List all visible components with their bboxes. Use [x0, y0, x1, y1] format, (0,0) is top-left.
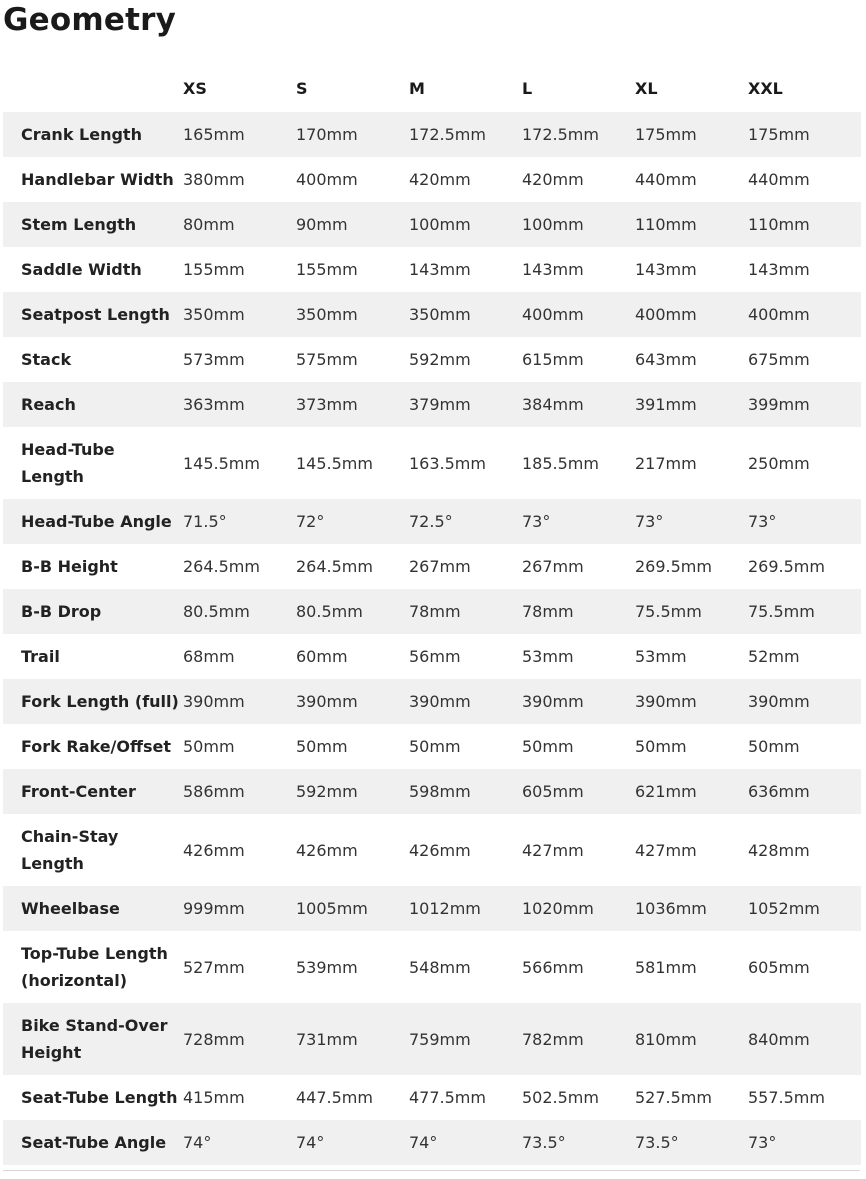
value-cell: 420mm — [522, 170, 584, 189]
value-cell: 390mm — [183, 692, 245, 711]
value-cell: 420mm — [409, 170, 471, 189]
row-label: Head-Tube Angle — [21, 512, 172, 531]
table-row — [3, 931, 861, 1003]
value-cell: 68mm — [183, 647, 235, 666]
table-row — [3, 589, 861, 634]
value-cell: 1005mm — [296, 899, 368, 918]
table-row — [3, 634, 861, 679]
value-cell: 390mm — [409, 692, 471, 711]
value-cell: 502.5mm — [522, 1088, 599, 1107]
value-cell: 250mm — [748, 453, 810, 473]
value-cell: 53mm — [635, 647, 687, 666]
value-cell: 100mm — [522, 215, 584, 234]
value-cell: 782mm — [522, 1029, 584, 1049]
header-empty-cell — [3, 64, 183, 112]
value-cell: 390mm — [635, 692, 697, 711]
table-row — [3, 1120, 861, 1165]
row-label: Head-Tube Length — [21, 440, 115, 486]
value-cell: 73° — [635, 512, 664, 531]
row-label: Saddle Width — [21, 260, 142, 279]
table-row — [3, 724, 861, 769]
table-row — [3, 679, 861, 724]
value-cell: 363mm — [183, 395, 245, 414]
row-label: Handlebar Width — [21, 170, 174, 189]
value-cell: 73.5° — [635, 1133, 679, 1152]
value-cell: 728mm — [183, 1029, 245, 1049]
value-cell: 145.5mm — [296, 453, 373, 473]
row-label: B-B Drop — [21, 602, 102, 621]
row-label: Wheelbase — [21, 899, 120, 918]
value-cell: 426mm — [296, 840, 358, 860]
value-cell: 170mm — [296, 125, 358, 144]
row-label: Stack — [21, 350, 72, 369]
value-cell: 74° — [296, 1133, 325, 1152]
value-cell: 172.5mm — [522, 125, 599, 144]
value-cell: 78mm — [522, 602, 574, 621]
table-row — [3, 112, 861, 157]
value-cell: 390mm — [296, 692, 358, 711]
value-cell: 615mm — [522, 350, 584, 369]
value-cell: 759mm — [409, 1029, 471, 1049]
value-cell: 390mm — [522, 692, 584, 711]
value-cell: 175mm — [748, 125, 810, 144]
value-cell: 143mm — [522, 260, 584, 279]
value-cell: 80mm — [183, 215, 235, 234]
table-row — [3, 886, 861, 931]
value-cell: 400mm — [635, 305, 697, 324]
value-cell: 400mm — [748, 305, 810, 324]
value-cell: 810mm — [635, 1029, 697, 1049]
row-label: Reach — [21, 395, 76, 414]
table-row — [3, 382, 861, 427]
value-cell: 72° — [296, 512, 325, 531]
value-cell: 1012mm — [409, 899, 481, 918]
value-cell: 56mm — [409, 647, 461, 666]
value-cell: 731mm — [296, 1029, 358, 1049]
size-header: L — [522, 78, 533, 98]
table-row — [3, 337, 861, 382]
size-header: M — [409, 78, 425, 98]
value-cell: 53mm — [522, 647, 574, 666]
value-cell: 573mm — [183, 350, 245, 369]
table-row — [3, 292, 861, 337]
value-cell: 840mm — [748, 1029, 810, 1049]
value-cell: 73.5° — [522, 1133, 566, 1152]
value-cell: 50mm — [296, 737, 348, 756]
value-cell: 350mm — [183, 305, 245, 324]
value-cell: 165mm — [183, 125, 245, 144]
value-cell: 100mm — [409, 215, 471, 234]
value-cell: 373mm — [296, 395, 358, 414]
size-header: S — [296, 78, 308, 98]
value-cell: 73° — [748, 1133, 777, 1152]
value-cell: 145.5mm — [183, 453, 260, 473]
table-bottom-divider — [3, 1170, 860, 1171]
value-cell: 264.5mm — [296, 557, 373, 576]
value-cell: 163.5mm — [409, 453, 486, 473]
page-title: Geometry — [3, 2, 177, 38]
value-cell: 399mm — [748, 395, 810, 414]
row-label: Crank Length — [21, 125, 142, 144]
value-cell: 447.5mm — [296, 1088, 373, 1107]
table-row — [3, 202, 861, 247]
value-cell: 74° — [183, 1133, 212, 1152]
table-row — [3, 769, 861, 814]
table-row — [3, 544, 861, 589]
value-cell: 586mm — [183, 782, 245, 801]
value-cell: 269.5mm — [748, 557, 825, 576]
value-cell: 269.5mm — [635, 557, 712, 576]
value-cell: 605mm — [748, 957, 810, 977]
value-cell: 557.5mm — [748, 1088, 825, 1107]
value-cell: 143mm — [409, 260, 471, 279]
value-cell: 80.5mm — [183, 602, 250, 621]
value-cell: 50mm — [409, 737, 461, 756]
value-cell: 110mm — [635, 215, 697, 234]
value-cell: 636mm — [748, 782, 810, 801]
value-cell: 428mm — [748, 840, 810, 860]
value-cell: 400mm — [522, 305, 584, 324]
value-cell: 155mm — [296, 260, 358, 279]
value-cell: 73° — [748, 512, 777, 531]
row-label: Trail — [21, 647, 60, 666]
table-header-row — [3, 64, 861, 112]
row-label: Chain-Stay Length — [21, 827, 119, 873]
value-cell: 566mm — [522, 957, 584, 977]
value-cell: 605mm — [522, 782, 584, 801]
value-cell: 143mm — [635, 260, 697, 279]
value-cell: 675mm — [748, 350, 810, 369]
row-label: Front-Center — [21, 782, 136, 801]
geometry-table — [3, 64, 861, 1165]
table-row — [3, 427, 861, 499]
value-cell: 217mm — [635, 453, 697, 473]
value-cell: 75.5mm — [635, 602, 702, 621]
value-cell: 60mm — [296, 647, 348, 666]
value-cell: 426mm — [183, 840, 245, 860]
value-cell: 110mm — [748, 215, 810, 234]
table-row — [3, 1075, 861, 1120]
value-cell: 74° — [409, 1133, 438, 1152]
table-row — [3, 247, 861, 292]
value-cell: 440mm — [748, 170, 810, 189]
value-cell: 477.5mm — [409, 1088, 486, 1107]
value-cell: 1036mm — [635, 899, 707, 918]
value-cell: 72.5° — [409, 512, 453, 531]
value-cell: 391mm — [635, 395, 697, 414]
value-cell: 380mm — [183, 170, 245, 189]
value-cell: 264.5mm — [183, 557, 260, 576]
value-cell: 598mm — [409, 782, 471, 801]
value-cell: 52mm — [748, 647, 800, 666]
value-cell: 427mm — [635, 840, 697, 860]
table-row — [3, 499, 861, 544]
row-label: Seat-Tube Angle — [21, 1133, 167, 1152]
value-cell: 267mm — [409, 557, 471, 576]
value-cell: 390mm — [748, 692, 810, 711]
value-cell: 379mm — [409, 395, 471, 414]
value-cell: 73° — [522, 512, 551, 531]
value-cell: 527mm — [183, 957, 245, 977]
value-cell: 350mm — [409, 305, 471, 324]
value-cell: 267mm — [522, 557, 584, 576]
value-cell: 175mm — [635, 125, 697, 144]
value-cell: 643mm — [635, 350, 697, 369]
value-cell: 143mm — [748, 260, 810, 279]
row-label: Fork Length (full) — [21, 692, 179, 711]
value-cell: 50mm — [748, 737, 800, 756]
value-cell: 384mm — [522, 395, 584, 414]
value-cell: 1020mm — [522, 899, 594, 918]
value-cell: 592mm — [296, 782, 358, 801]
value-cell: 155mm — [183, 260, 245, 279]
size-header: XXL — [748, 78, 783, 98]
value-cell: 185.5mm — [522, 453, 599, 473]
table-body — [3, 112, 861, 1165]
row-label: Top-Tube Length (horizontal) — [21, 944, 168, 990]
value-cell: 548mm — [409, 957, 471, 977]
value-cell: 50mm — [635, 737, 687, 756]
value-cell: 539mm — [296, 957, 358, 977]
value-cell: 592mm — [409, 350, 471, 369]
value-cell: 999mm — [183, 899, 245, 918]
value-cell: 1052mm — [748, 899, 820, 918]
value-cell: 621mm — [635, 782, 697, 801]
value-cell: 50mm — [522, 737, 574, 756]
value-cell: 75.5mm — [748, 602, 815, 621]
value-cell: 400mm — [296, 170, 358, 189]
row-label: Bike Stand-Over Height — [21, 1016, 168, 1062]
row-label: Seat-Tube Length — [21, 1088, 178, 1107]
row-label: Stem Length — [21, 215, 137, 234]
size-header: XL — [635, 78, 658, 98]
value-cell: 71.5° — [183, 512, 227, 531]
row-label: B-B Height — [21, 557, 118, 576]
row-label: Seatpost Length — [21, 305, 170, 324]
value-cell: 90mm — [296, 215, 348, 234]
value-cell: 80.5mm — [296, 602, 363, 621]
value-cell: 78mm — [409, 602, 461, 621]
value-cell: 172.5mm — [409, 125, 486, 144]
value-cell: 350mm — [296, 305, 358, 324]
value-cell: 581mm — [635, 957, 697, 977]
value-cell: 415mm — [183, 1088, 245, 1107]
table-row — [3, 814, 861, 886]
table-row — [3, 1003, 861, 1075]
value-cell: 440mm — [635, 170, 697, 189]
value-cell: 575mm — [296, 350, 358, 369]
size-header: XS — [183, 78, 207, 98]
value-cell: 426mm — [409, 840, 471, 860]
value-cell: 527.5mm — [635, 1088, 712, 1107]
table-row — [3, 157, 861, 202]
value-cell: 427mm — [522, 840, 584, 860]
value-cell: 50mm — [183, 737, 235, 756]
row-label: Fork Rake/Offset — [21, 737, 171, 756]
